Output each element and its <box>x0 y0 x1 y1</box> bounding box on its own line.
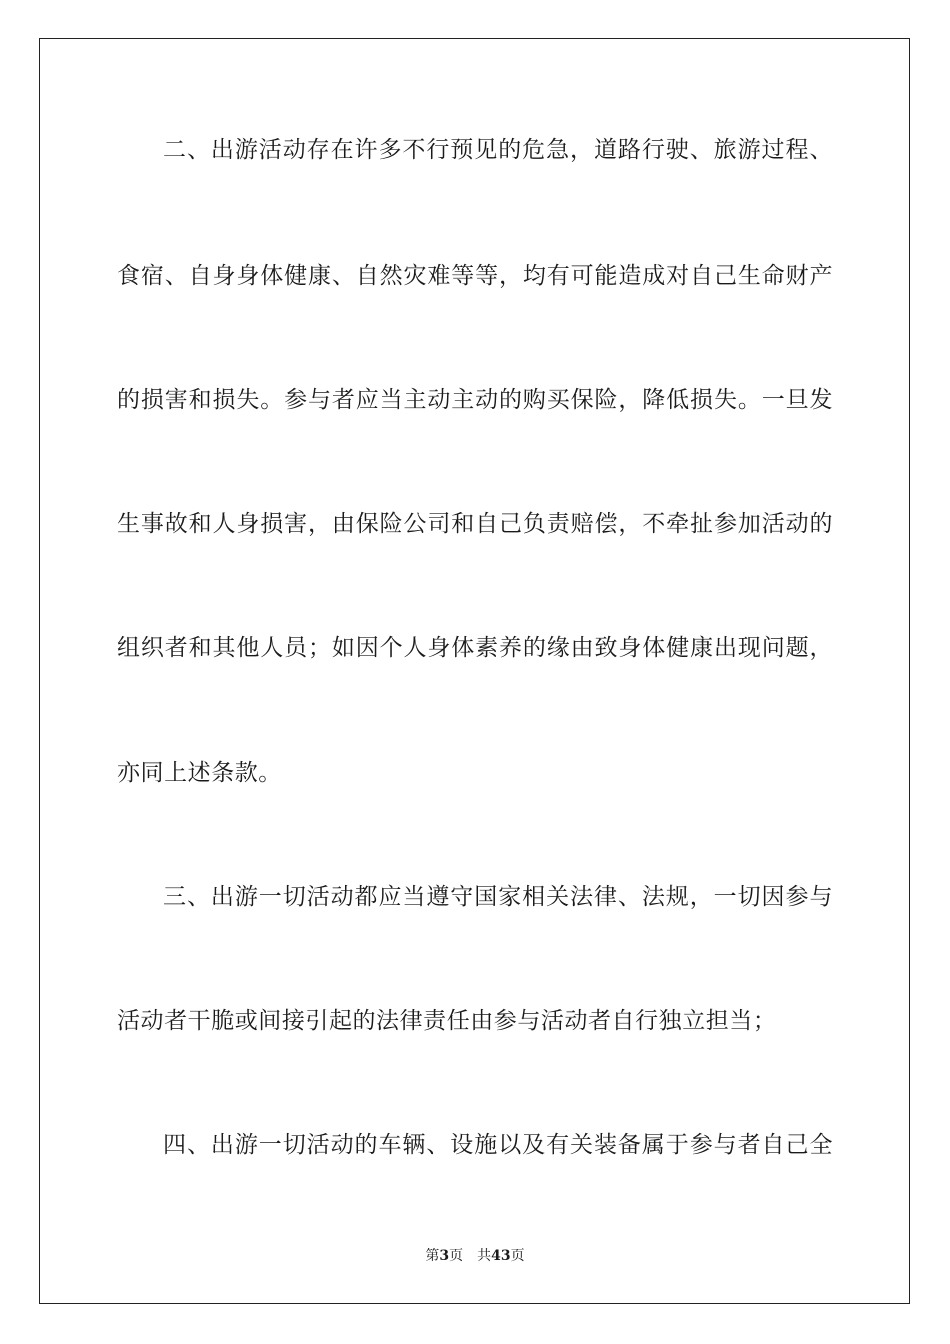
paragraph-2-line-4: 生事故和人身损害，由保险公司和自己负责赔偿，不牵扯参加活动的 <box>117 511 833 537</box>
paragraph-2-line-3: 的损害和损失。参与者应当主动主动的购买保险，降低损失。一旦发 <box>117 387 833 413</box>
footer-page-prefix: 第 <box>425 1248 440 1264</box>
footer-page-number: 3 <box>439 1248 450 1264</box>
footer-page-suffix: 页 <box>449 1248 464 1264</box>
paragraph-3-line-1: 三、出游一切活动都应当遵守国家相关法律、法规，一切因参与 <box>163 884 833 910</box>
page-border <box>39 38 910 1304</box>
paragraph-2-line-2: 食宿、自身身体健康、自然灾难等等，均有可能造成对自己生命财产 <box>117 263 833 289</box>
paragraph-2-line-1: 二、出游活动存在许多不行预见的危急，道路行驶、旅游过程、 <box>163 137 833 163</box>
paragraph-3-line-2: 活动者干脆或间接引起的法律责任由参与活动者自行独立担当； <box>117 1008 777 1034</box>
paragraph-2-line-5: 组织者和其他人员；如因个人身体素养的缘由致身体健康出现问题， <box>117 635 833 661</box>
footer-total-prefix: 共 <box>477 1248 492 1264</box>
footer-total-pages: 43 <box>491 1248 511 1264</box>
paragraph-4-line-1: 四、出游一切活动的车辆、设施以及有关装备属于参与者自己全 <box>163 1132 833 1158</box>
footer-total-suffix: 页 <box>510 1248 525 1264</box>
paragraph-2-line-6: 亦同上述条款。 <box>117 760 282 786</box>
page-footer <box>0 1247 950 1265</box>
